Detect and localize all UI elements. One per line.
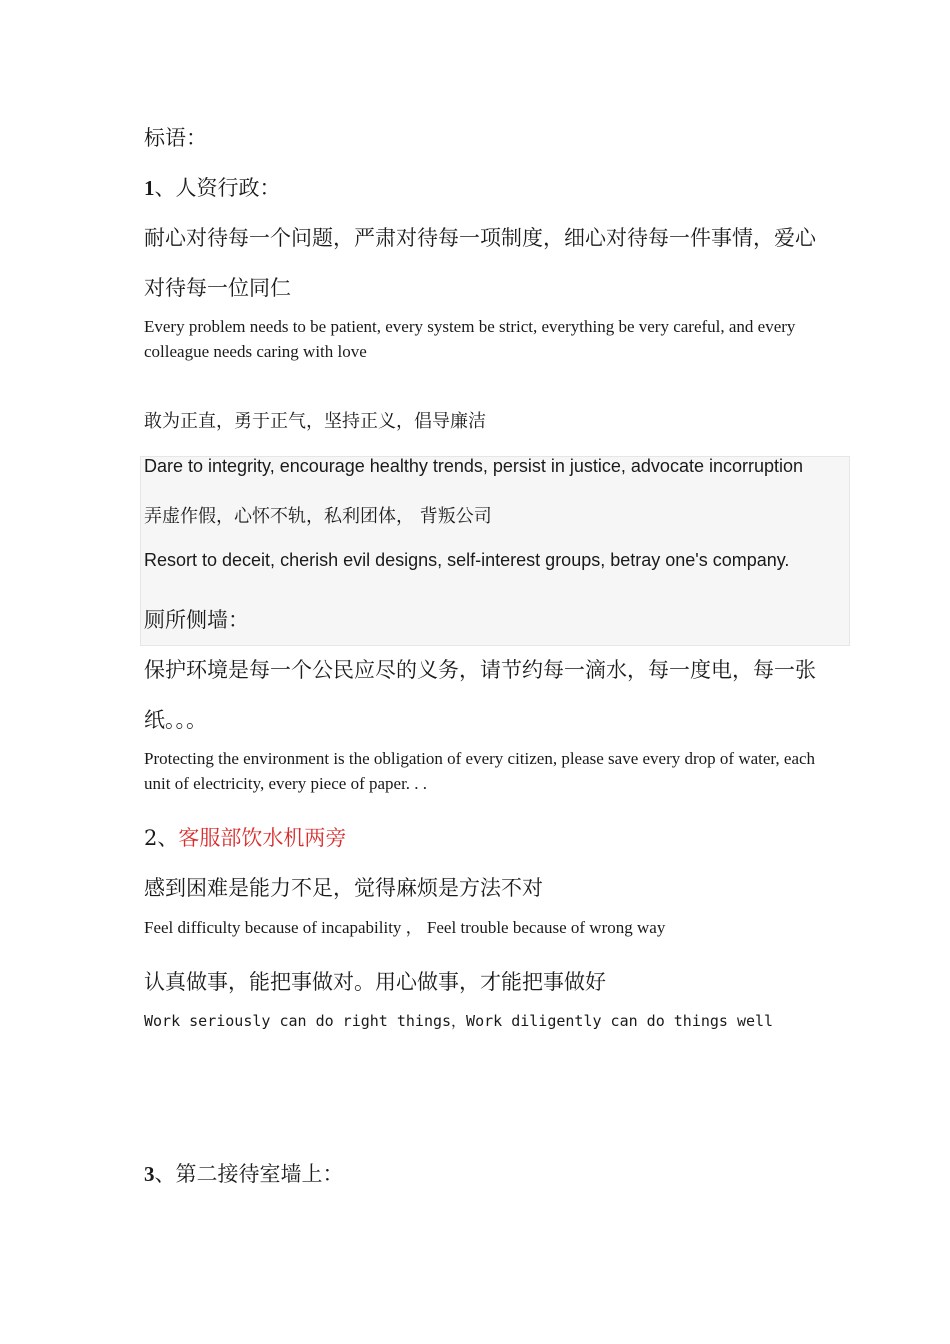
section-3-number: 3	[144, 1162, 155, 1186]
slogan-cn-line-2: 对待每一位同仁	[144, 276, 291, 300]
section-1-title: 、人资行政：	[154, 176, 281, 200]
doc-title: 标语：	[144, 126, 207, 150]
slogan-en-deceit: Resort to deceit, cherish evil designs, self-interest groups, betray one's company.	[144, 550, 790, 570]
environment-en: Protecting the environment is the obligation of every citizen, please save every drop of water, each unit of electricity, every piece of paper. . .	[144, 749, 816, 793]
slogan-cn-line-1: 耐心对待每一个问题，严肃对待每一项制度，细心对待每一件事情，爱心	[144, 226, 816, 250]
section-3-heading	[144, 1158, 344, 1188]
toilet-wall-heading: 厕所侧墙：	[144, 608, 249, 632]
slogan-en-integrity: Dare to integrity, encourage healthy trends, persist in justice, advocate incorruption	[144, 456, 804, 476]
section-2-heading	[144, 822, 346, 852]
section-3-title: 、第二接待室墙上：	[154, 1162, 344, 1186]
work-en: Work seriously can do right things，Work diligently can do things well	[144, 1012, 774, 1030]
difficulty-cn: 感到困难是能力不足，觉得麻烦是方法不对	[144, 876, 543, 900]
difficulty-en: Feel difficulty because of incapability ， Feel trouble because of wrong way	[144, 918, 666, 937]
section-2-title: 客服部饮水机两旁	[178, 826, 347, 850]
section-2-number: 2、	[144, 826, 179, 850]
environment-cn-line-1: 保护环境是每一个公民应尽的义务，请节约每一滴水，每一度电，每一张	[144, 658, 816, 682]
environment-cn-line-2: 纸。。。	[144, 708, 207, 732]
work-cn: 认真做事，能把事做对。用心做事，才能把事做好	[144, 970, 606, 994]
slogan-en-1: Every problem needs to be patient, every system be strict, everything be very careful, and every colleague needs caring with love	[144, 317, 796, 361]
section-1-number: 1	[144, 176, 155, 200]
slogan-cn-integrity: 敢为正直，勇于正气，坚持正义，倡导廉洁	[144, 411, 486, 432]
section-1-heading	[144, 172, 281, 202]
slogan-cn-deceit: 弄虚作假，心怀不轨，私利团体， 背叛公司	[144, 506, 492, 527]
